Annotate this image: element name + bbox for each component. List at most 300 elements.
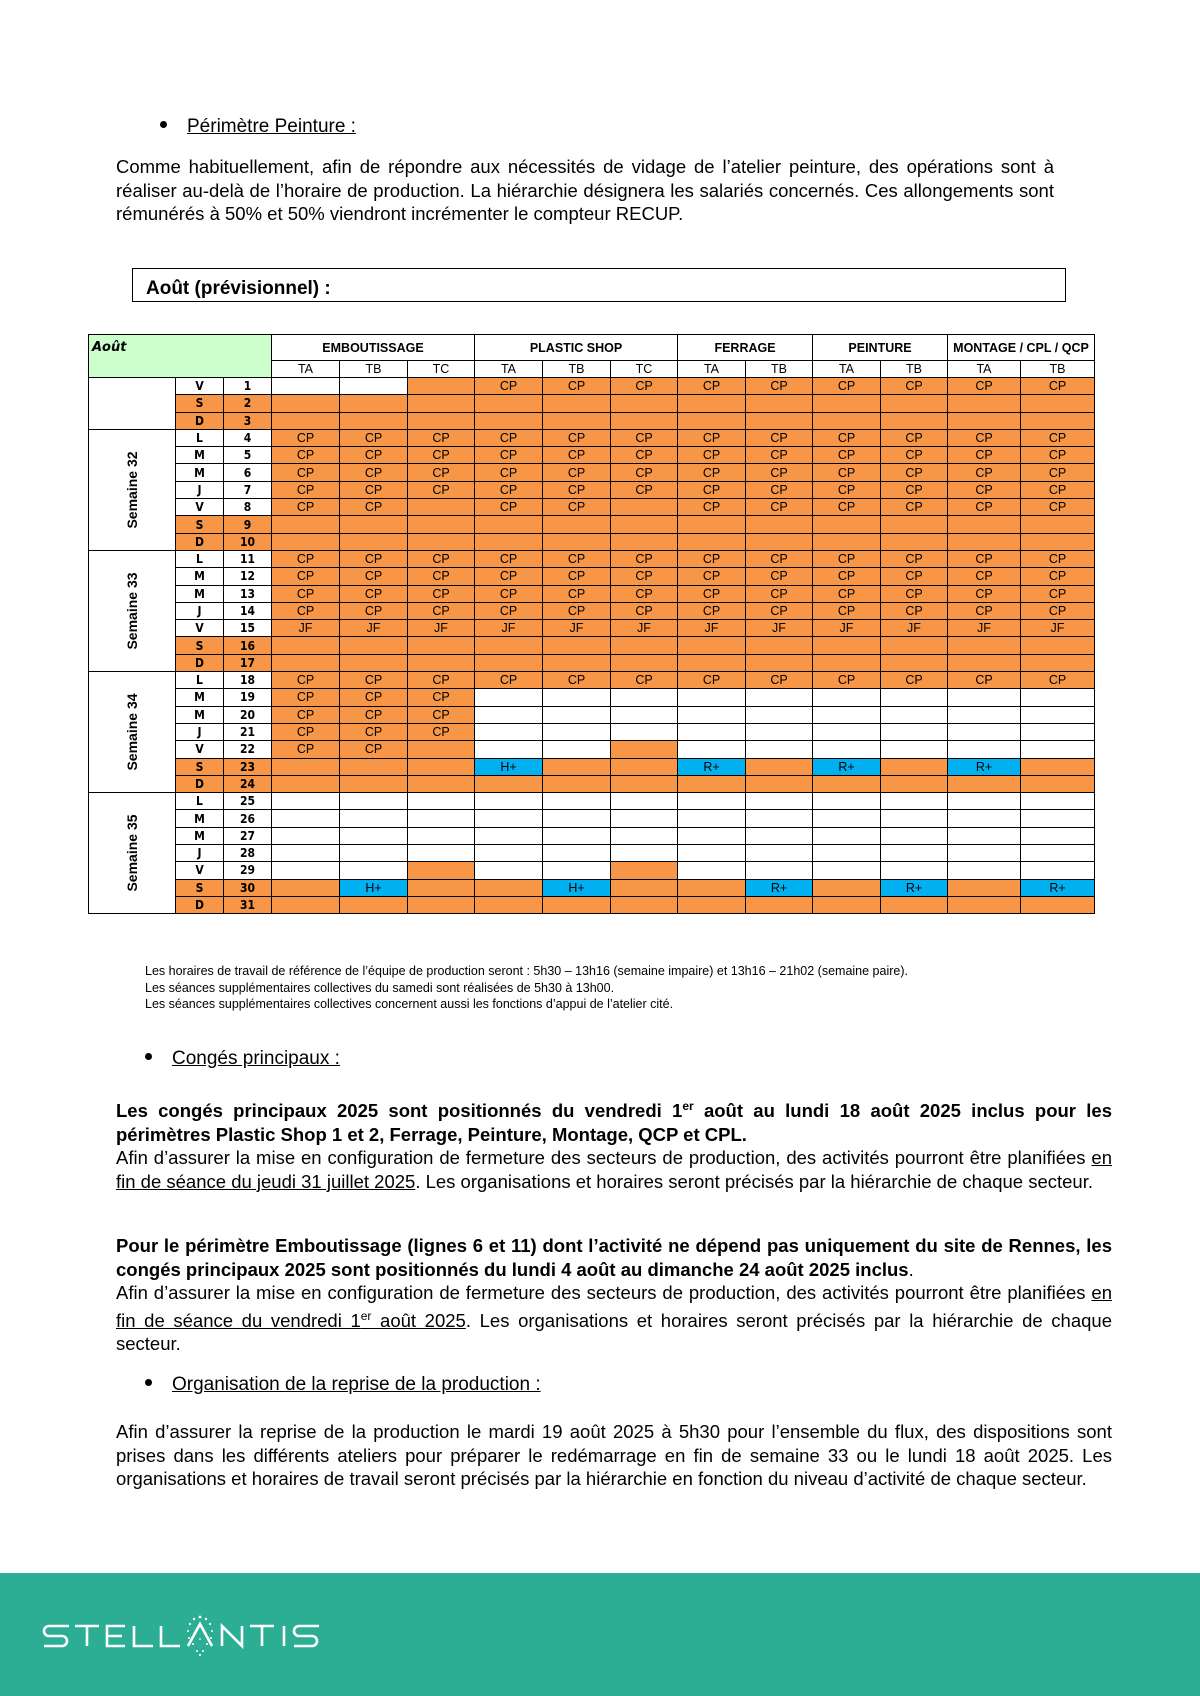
table-row <box>89 775 1095 792</box>
day-letter: L <box>176 793 224 810</box>
day-number: 29 <box>224 862 272 879</box>
schedule-cell <box>408 862 475 879</box>
schedule-cell <box>475 793 543 810</box>
schedule-cell: CP <box>1021 672 1095 689</box>
schedule-cell <box>1021 896 1095 913</box>
day-letter: L <box>176 550 224 567</box>
schedule-cell: CP <box>340 499 408 516</box>
schedule-cell <box>678 706 746 723</box>
day-letter: S <box>176 637 224 654</box>
schedule-cell <box>272 637 340 654</box>
schedule-cell <box>340 533 408 550</box>
schedule-cell <box>611 689 678 706</box>
schedule-cell: CP <box>340 585 408 602</box>
day-number: 2 <box>224 395 272 412</box>
schedule-cell: CP <box>678 429 746 446</box>
schedule-cell <box>881 741 948 758</box>
reprise-paragraph: Afin d’assurer la reprise de la production le mardi 19 août 2025 à 5h30 pour l’ensemble du flux, des dispositions sont prises dans les différents ateliers pour préparer le redémarrage en fin de semaine 33 ou le lundi 18 août 2025. Les organisations et horaires de travail seront précisés par la hiérarchie en fonction du niveau d’activité de chaque secteur. <box>116 1421 1112 1489</box>
day-letter: S <box>176 879 224 896</box>
table-row <box>89 758 1095 775</box>
schedule-cell <box>813 637 881 654</box>
schedule-cell <box>813 723 881 740</box>
schedule-cell: CP <box>408 481 475 498</box>
schedule-cell <box>678 741 746 758</box>
schedule-cell <box>543 775 611 792</box>
schedule-cell: CP <box>475 602 543 619</box>
schedule-cell <box>340 758 408 775</box>
stellantis-logo <box>42 1611 362 1661</box>
schedule-cell <box>746 741 813 758</box>
schedule-cell <box>543 706 611 723</box>
schedule-cell <box>272 412 340 429</box>
schedule-cell <box>475 516 543 533</box>
schedule-cell <box>948 845 1021 862</box>
day-letter: M <box>176 810 224 827</box>
day-number: 11 <box>224 550 272 567</box>
schedule-cell <box>611 793 678 810</box>
schedule-cell: CP <box>813 481 881 498</box>
peinture-paragraph: Comme habituellement, afin de répondre aux nécessités de vidage de l’atelier peinture, des opérations sont à réaliser au-delà de l’horaire de production. La hiérarchie désignera les salariés concernés. Ces allongements sont rémunérés à 50% et 50% viendront incrémenter le compteur RECUP. <box>116 156 1054 224</box>
schedule-cell: R+ <box>1021 879 1095 896</box>
schedule-cell: CP <box>678 499 746 516</box>
table-row <box>89 550 1095 567</box>
schedule-cell <box>1021 637 1095 654</box>
schedule-cell <box>408 412 475 429</box>
schedule-cell <box>408 775 475 792</box>
schedule-cell <box>272 516 340 533</box>
schedule-cell: CP <box>340 464 408 481</box>
schedule-cell <box>678 879 746 896</box>
group-header: PLASTIC SHOP <box>475 335 678 361</box>
day-letter: J <box>176 845 224 862</box>
schedule-cell <box>611 499 678 516</box>
schedule-cell <box>678 723 746 740</box>
schedule-cell <box>611 896 678 913</box>
schedule-cell <box>948 896 1021 913</box>
team-header: TA <box>272 361 340 378</box>
day-letter: V <box>176 499 224 516</box>
schedule-cell <box>746 723 813 740</box>
schedule-cell <box>813 879 881 896</box>
schedule-cell <box>543 723 611 740</box>
schedule-cell <box>813 810 881 827</box>
table-row <box>89 637 1095 654</box>
schedule-cell: CP <box>272 602 340 619</box>
schedule-cell <box>611 879 678 896</box>
schedule-cell <box>611 758 678 775</box>
schedule-cell <box>678 637 746 654</box>
schedule-cell: CP <box>1021 499 1095 516</box>
schedule-cell <box>475 879 543 896</box>
schedule-cell <box>678 516 746 533</box>
schedule-cell: CP <box>678 378 746 395</box>
schedule-cell: JF <box>678 620 746 637</box>
schedule-cell <box>272 862 340 879</box>
day-letter: D <box>176 654 224 671</box>
schedule-cell: CP <box>408 723 475 740</box>
schedule-cell: CP <box>881 672 948 689</box>
schedule-cell <box>543 896 611 913</box>
schedule-cell <box>475 533 543 550</box>
schedule-cell: CP <box>678 568 746 585</box>
day-number: 30 <box>224 879 272 896</box>
schedule-cell: CP <box>948 378 1021 395</box>
schedule-cell <box>1021 689 1095 706</box>
table-row <box>89 810 1095 827</box>
schedule-cell <box>1021 775 1095 792</box>
schedule-cell <box>746 793 813 810</box>
schedule-cell <box>543 810 611 827</box>
schedule-cell <box>408 378 475 395</box>
schedule-cell <box>340 775 408 792</box>
schedule-cell <box>408 516 475 533</box>
schedule-cell <box>678 862 746 879</box>
schedule-cell <box>746 637 813 654</box>
schedule-cell: H+ <box>340 879 408 896</box>
group-header: FERRAGE <box>678 335 813 361</box>
schedule-cell <box>948 516 1021 533</box>
schedule-cell <box>543 793 611 810</box>
schedule-cell <box>272 775 340 792</box>
schedule-cell: CP <box>1021 378 1095 395</box>
schedule-cell <box>881 723 948 740</box>
schedule-cell <box>475 741 543 758</box>
day-number: 17 <box>224 654 272 671</box>
schedule-cell: CP <box>881 585 948 602</box>
schedule-cell: CP <box>340 741 408 758</box>
schedule-cell: CP <box>272 723 340 740</box>
table-row <box>89 620 1095 637</box>
schedule-cell: CP <box>475 585 543 602</box>
schedule-cell <box>746 758 813 775</box>
day-letter: D <box>176 412 224 429</box>
schedule-cell <box>408 896 475 913</box>
schedule-cell <box>746 775 813 792</box>
day-letter: L <box>176 672 224 689</box>
schedule-cell <box>340 845 408 862</box>
schedule-cell: CP <box>543 378 611 395</box>
schedule-cell: CP <box>543 464 611 481</box>
schedule-cell: CP <box>813 672 881 689</box>
schedule-cell: CP <box>543 481 611 498</box>
schedule-cell: R+ <box>678 758 746 775</box>
schedule-cell <box>475 827 543 844</box>
schedule-cell <box>340 378 408 395</box>
day-number: 20 <box>224 706 272 723</box>
schedule-cell <box>881 395 948 412</box>
table-row <box>89 827 1095 844</box>
schedule-cell: CP <box>543 499 611 516</box>
day-number: 28 <box>224 845 272 862</box>
team-header: TA <box>678 361 746 378</box>
day-number: 12 <box>224 568 272 585</box>
day-number: 16 <box>224 637 272 654</box>
schedule-table <box>88 334 1095 914</box>
week-label: Semaine 35 <box>124 814 140 892</box>
schedule-cell: CP <box>948 464 1021 481</box>
schedule-cell <box>881 706 948 723</box>
schedule-cell <box>340 793 408 810</box>
schedule-cell <box>1021 706 1095 723</box>
week-label: Semaine 34 <box>124 693 140 771</box>
table-row <box>89 862 1095 879</box>
day-letter: M <box>176 585 224 602</box>
day-number: 26 <box>224 810 272 827</box>
schedule-cell <box>678 775 746 792</box>
schedule-cell <box>813 775 881 792</box>
schedule-cell: CP <box>475 429 543 446</box>
schedule-cell: CP <box>611 481 678 498</box>
schedule-cell: CP <box>948 550 1021 567</box>
schedule-cell <box>746 810 813 827</box>
schedule-cell: CP <box>611 602 678 619</box>
schedule-cell: CP <box>881 602 948 619</box>
schedule-cell <box>272 758 340 775</box>
schedule-cell <box>813 533 881 550</box>
note-line: Les horaires de travail de référence de l’équipe de production seront : 5h30 – 13h16 (semaine impaire) et 13h16 – 21h02 (semaine paire). <box>145 964 908 978</box>
schedule-cell <box>611 654 678 671</box>
schedule-cell <box>475 412 543 429</box>
schedule-cell <box>948 793 1021 810</box>
logo-text: STELLANTIS <box>42 1660 49 1661</box>
schedule-cell: CP <box>340 447 408 464</box>
day-number: 13 <box>224 585 272 602</box>
schedule-cell: CP <box>678 585 746 602</box>
schedule-cell <box>408 637 475 654</box>
table-row <box>89 464 1095 481</box>
schedule-cell <box>881 758 948 775</box>
schedule-cell: CP <box>611 585 678 602</box>
note-line: Les séances supplémentaires collectives concernent aussi les fonctions d’appui de l’atelier cité. <box>145 997 674 1011</box>
schedule-cell: CP <box>272 429 340 446</box>
schedule-cell <box>543 533 611 550</box>
day-letter: S <box>176 395 224 412</box>
schedule-cell <box>340 862 408 879</box>
day-number: 9 <box>224 516 272 533</box>
schedule-cell: CP <box>948 447 1021 464</box>
table-row <box>89 654 1095 671</box>
group-header: PEINTURE <box>813 335 948 361</box>
team-header: TB <box>1021 361 1095 378</box>
schedule-cell <box>272 810 340 827</box>
schedule-cell <box>475 723 543 740</box>
table-row <box>89 689 1095 706</box>
schedule-cell <box>272 793 340 810</box>
schedule-cell: H+ <box>475 758 543 775</box>
schedule-cell <box>408 395 475 412</box>
day-number: 3 <box>224 412 272 429</box>
day-number: 10 <box>224 533 272 550</box>
schedule-cell: CP <box>543 672 611 689</box>
schedule-cell <box>813 845 881 862</box>
schedule-cell: CP <box>340 550 408 567</box>
schedule-cell <box>340 637 408 654</box>
schedule-cell: R+ <box>813 758 881 775</box>
schedule-cell <box>340 516 408 533</box>
schedule-cell <box>272 896 340 913</box>
schedule-cell: CP <box>475 464 543 481</box>
schedule-cell <box>948 395 1021 412</box>
schedule-cell: CP <box>272 568 340 585</box>
schedule-cell <box>543 412 611 429</box>
day-number: 1 <box>224 378 272 395</box>
schedule-cell <box>611 741 678 758</box>
schedule-cell <box>340 827 408 844</box>
schedule-cell: CP <box>746 378 813 395</box>
schedule-cell <box>1021 533 1095 550</box>
schedule-cell <box>543 516 611 533</box>
table-row <box>89 793 1095 810</box>
schedule-cell <box>611 775 678 792</box>
schedule-cell: CP <box>881 568 948 585</box>
schedule-cell: CP <box>678 672 746 689</box>
schedule-cell <box>475 896 543 913</box>
schedule-cell: CP <box>881 447 948 464</box>
week-label-cell <box>89 429 176 550</box>
day-letter: M <box>176 689 224 706</box>
table-row <box>89 516 1095 533</box>
schedule-cell: CP <box>1021 481 1095 498</box>
schedule-cell: CP <box>611 672 678 689</box>
schedule-cell <box>813 793 881 810</box>
schedule-cell: CP <box>475 568 543 585</box>
day-letter: S <box>176 758 224 775</box>
day-number: 27 <box>224 827 272 844</box>
schedule-cell <box>746 395 813 412</box>
schedule-cell <box>340 896 408 913</box>
schedule-cell: CP <box>475 672 543 689</box>
schedule-cell <box>1021 723 1095 740</box>
schedule-cell <box>611 637 678 654</box>
schedule-cell: CP <box>678 464 746 481</box>
schedule-cell <box>813 516 881 533</box>
schedule-cell <box>678 654 746 671</box>
schedule-cell <box>813 706 881 723</box>
schedule-cell: CP <box>340 602 408 619</box>
table-row <box>89 568 1095 585</box>
schedule-cell <box>746 845 813 862</box>
schedule-cell: CP <box>746 464 813 481</box>
schedule-cell: CP <box>746 481 813 498</box>
schedule-cell <box>1021 516 1095 533</box>
table-row <box>89 378 1095 395</box>
schedule-cell <box>881 862 948 879</box>
schedule-cell <box>1021 395 1095 412</box>
table-row <box>89 896 1095 913</box>
week-label: Semaine 33 <box>124 572 140 650</box>
schedule-cell <box>611 827 678 844</box>
schedule-cell: CP <box>1021 602 1095 619</box>
schedule-cell <box>948 706 1021 723</box>
schedule-cell <box>408 499 475 516</box>
day-number: 7 <box>224 481 272 498</box>
day-letter: J <box>176 602 224 619</box>
schedule-cell: CP <box>408 429 475 446</box>
schedule-cell <box>881 793 948 810</box>
schedule-cell: H+ <box>543 879 611 896</box>
schedule-cell: CP <box>813 429 881 446</box>
schedule-cell: CP <box>408 706 475 723</box>
schedule-cell <box>408 793 475 810</box>
schedule-cell <box>1021 827 1095 844</box>
schedule-cell <box>881 896 948 913</box>
schedule-cell <box>543 862 611 879</box>
schedule-cell: CP <box>1021 464 1095 481</box>
header-row-groups <box>89 335 1095 361</box>
schedule-cell: CP <box>881 481 948 498</box>
schedule-cell: JF <box>543 620 611 637</box>
schedule-cell <box>475 637 543 654</box>
schedule-cell <box>746 516 813 533</box>
schedule-cell <box>611 533 678 550</box>
table-row <box>89 741 1095 758</box>
table-row <box>89 533 1095 550</box>
schedule-cell: CP <box>408 464 475 481</box>
table-title-box: Août (prévisionnel) : <box>132 268 1066 302</box>
schedule-cell <box>543 654 611 671</box>
team-header: TA <box>475 361 543 378</box>
day-number: 21 <box>224 723 272 740</box>
schedule-cell <box>475 845 543 862</box>
day-number: 22 <box>224 741 272 758</box>
schedule-cell <box>813 741 881 758</box>
schedule-cell <box>1021 741 1095 758</box>
schedule-cell <box>881 516 948 533</box>
schedule-cell <box>611 723 678 740</box>
day-number: 31 <box>224 896 272 913</box>
schedule-cell: CP <box>611 378 678 395</box>
day-letter: L <box>176 429 224 446</box>
schedule-cell: CP <box>475 499 543 516</box>
week-label-cell <box>89 378 176 430</box>
schedule-cell: CP <box>408 550 475 567</box>
schedule-cell <box>340 412 408 429</box>
schedule-cell <box>543 637 611 654</box>
schedule-cell <box>813 689 881 706</box>
schedule-cell: CP <box>1021 447 1095 464</box>
schedule-cell <box>475 706 543 723</box>
schedule-cell: CP <box>813 378 881 395</box>
team-header: TB <box>543 361 611 378</box>
schedule-cell <box>881 637 948 654</box>
month-header: Août <box>89 335 272 378</box>
bullet-icon <box>145 1379 152 1386</box>
schedule-cell: CP <box>272 706 340 723</box>
schedule-cell <box>948 810 1021 827</box>
schedule-cell: CP <box>475 550 543 567</box>
schedule-cell: CP <box>948 499 1021 516</box>
schedule-cell <box>611 412 678 429</box>
schedule-cell: CP <box>543 447 611 464</box>
table-row <box>89 585 1095 602</box>
schedule-cell <box>611 810 678 827</box>
day-number: 14 <box>224 602 272 619</box>
schedule-cell: CP <box>746 672 813 689</box>
schedule-cell: CP <box>272 499 340 516</box>
table-row <box>89 412 1095 429</box>
bullet-icon <box>160 121 167 128</box>
schedule-cell <box>948 654 1021 671</box>
schedule-cell <box>1021 793 1095 810</box>
schedule-cell: CP <box>611 429 678 446</box>
schedule-cell: CP <box>543 568 611 585</box>
schedule-cell <box>1021 412 1095 429</box>
schedule-cell: CP <box>611 464 678 481</box>
schedule-cell <box>678 533 746 550</box>
day-letter: V <box>176 741 224 758</box>
table-row <box>89 447 1095 464</box>
day-letter: J <box>176 723 224 740</box>
